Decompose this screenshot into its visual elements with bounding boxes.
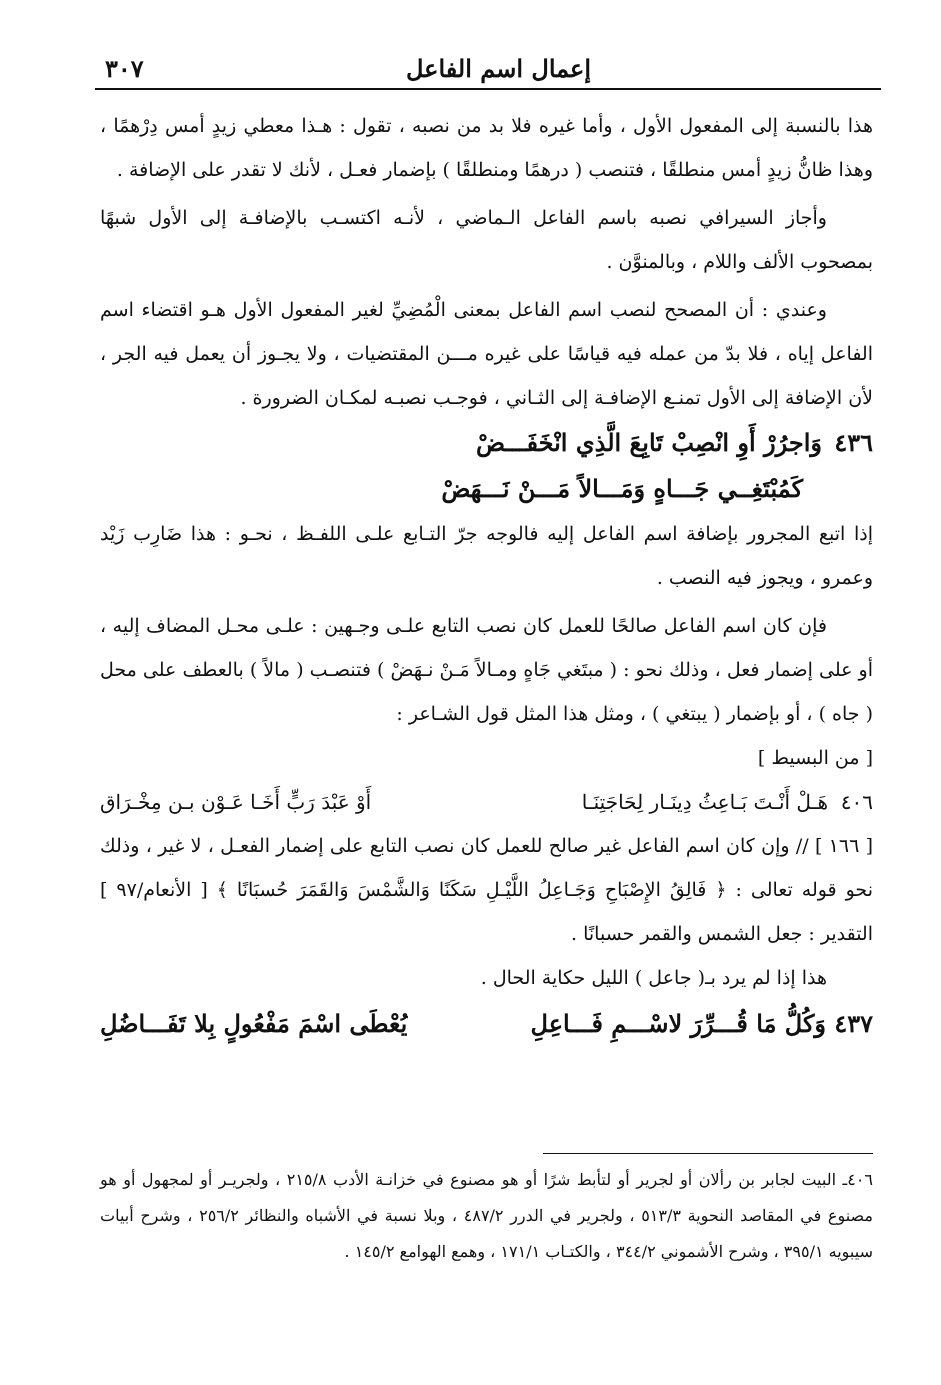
paragraph: هذا بالنسبة إلى المفعول الأول ، وأما غيره فلا بد من نصبه ، تقول : هـذا معطي زيدٍ أمس دِرْهمًا ، وهذا ظانُّ زيدٍ أمس منطلقًا ، فتنصب ( درهمًا ومنطلقًا ) بإضمار فعـل ، لأنك لا تقدر على الإضافة .	[100, 115, 873, 181]
paragraph: هذا إذا لم يرد بـ( جاعل ) الليل حكاية الحال .	[480, 967, 827, 989]
verse-text: وَاجرُرْ أَوِ انْصِبْ تَابِعَ الَّذِي انْخَفَـــضْ	[475, 428, 822, 457]
verse-436-line-2	[100, 466, 873, 512]
page-number: ٣٠٧	[105, 54, 144, 83]
footnotes	[100, 1162, 873, 1270]
paragraph: إذا اتبع المجرور بإضافة اسم الفاعل إليه فالوجه جرّ التـابع علـى اللفـظ ، نحـو : هذا ضَارِب زَيْد وعمرو ، ويجوز فيه النصب .	[100, 523, 873, 589]
header-divider	[95, 88, 881, 90]
verse-text: وَكُلُّ مَا قُـــرِّرَ لاسْـــمِ فَـــاعِلِ	[530, 1009, 826, 1038]
verse-437-hemistich-2: يُعْطَى اسْمَ مَفْعُولٍ بِلا تَفَـــاضُلِ	[100, 1009, 408, 1038]
hemistich-1: هَـلْ أَنْـتَ بَـاعِثُ دِينَـار لِحَاجَتِنَـا	[581, 790, 828, 814]
paragraph: وعندي : أن المصحح لنصب اسم الفاعل بمعنى الْمُضِيِّ لغير المفعول الأول هـو اقتضاء اسم الفاعل إياه ، فلا بدّ من عمله فيه قياسًا على غيره مـــن المقتضيات ، ولا يجـوز أن يعمل فيه الجر ، لأن الإضافة إلى الأول تمنـع الإضافـة إلى الثـاني ، فوجـب نصبـه لمكـان الضرورة .	[100, 299, 873, 409]
main-text	[100, 104, 873, 1048]
verse-number: ٤٣٧	[834, 1009, 873, 1038]
footnote-divider	[543, 1153, 873, 1154]
poem-number: ٤٠٦	[840, 790, 873, 814]
poem-406	[100, 780, 873, 824]
paragraph: وأجاز السيرافي نصبه باسم الفاعل الـماضي ، لأنـه اكتسـب بالإضافـة إلى الأول شبهًا بمصحوب الألف واللام ، وبالمنوَّن .	[100, 207, 873, 273]
verse-text: كَمُبْتَغِــي جَـــاهٍ وَمَـــالاً مَـــنْ نَـــهَضْ	[441, 474, 803, 503]
paragraph: [ ١٦٦ ] // وإن كان اسم الفاعل غير صالح للعمل كان نصب التابع على إضمار الفعـل ، لا غير ، وذلك نحو قوله تعالى : ﴿ فَالِقُ الإِصْبَاحِ وَجَـاعِلُ اللَّيْـلِ سَكَنًا وَالشَّمْسَ وَالقَمَرَ حُسبَانًا ﴾ [ الأنعام/٩٧ ] التقدير : جعل الشمس والقمر حسبانًا .	[100, 835, 873, 945]
footnote-406: ٤٠٦ـ البيت لجابر بن رألان أو لجرير أو لتأبط شرًا أو هو مصنوع في خزانـة الأدب ٢١٥/٨ ، ولجريـر أو لمجهول أو هو مصنوع في المقاصد النحوية ٥١٣/٣ ، ولجرير في الدرر ٤٨٧/٢ ، وبلا نسبة في الأشباه والنظائر ٢٥٦/٢ ، وشرح أبيات سيبويه ٣٩٥/١ ، وشرح الأشموني ٣٤٤/٢ ، والكتـاب ١٧١/١ ، وهمع الهوامع ١٤٥/٢ .	[100, 1170, 874, 1261]
page-header	[95, 50, 881, 90]
verse-437	[100, 1000, 873, 1048]
verse-436-line-1	[100, 420, 873, 466]
verse-437-hemistich-1	[531, 1000, 873, 1048]
verse-number: ٤٣٦	[834, 428, 873, 457]
paragraph: فإن كان اسم الفاعل صالحًا للعمل كان نصب التابع علـى وجـهين : علـى محـل المضاف إليه ، أو على إضمار فعل ، وذلك نحو : ( مبتَغي جَاهٍ ومـالاً مَـنْ نـهَضْ ) فتنصـب ( مالاً ) بالعطف على محل ( جاه ) ، أو بإضمار ( يبتغي ) ، ومثل هذا المثل قول الشـاعر :	[100, 615, 873, 725]
meter-label: [ من البسيط ]	[757, 747, 873, 769]
running-title: إعمال اسم الفاعل	[405, 54, 591, 83]
hemistich-2: أَوْ عَبْدَ رَبٍّ أَخَـا عَـوْن بـن مِخْـرَاق	[100, 790, 372, 814]
